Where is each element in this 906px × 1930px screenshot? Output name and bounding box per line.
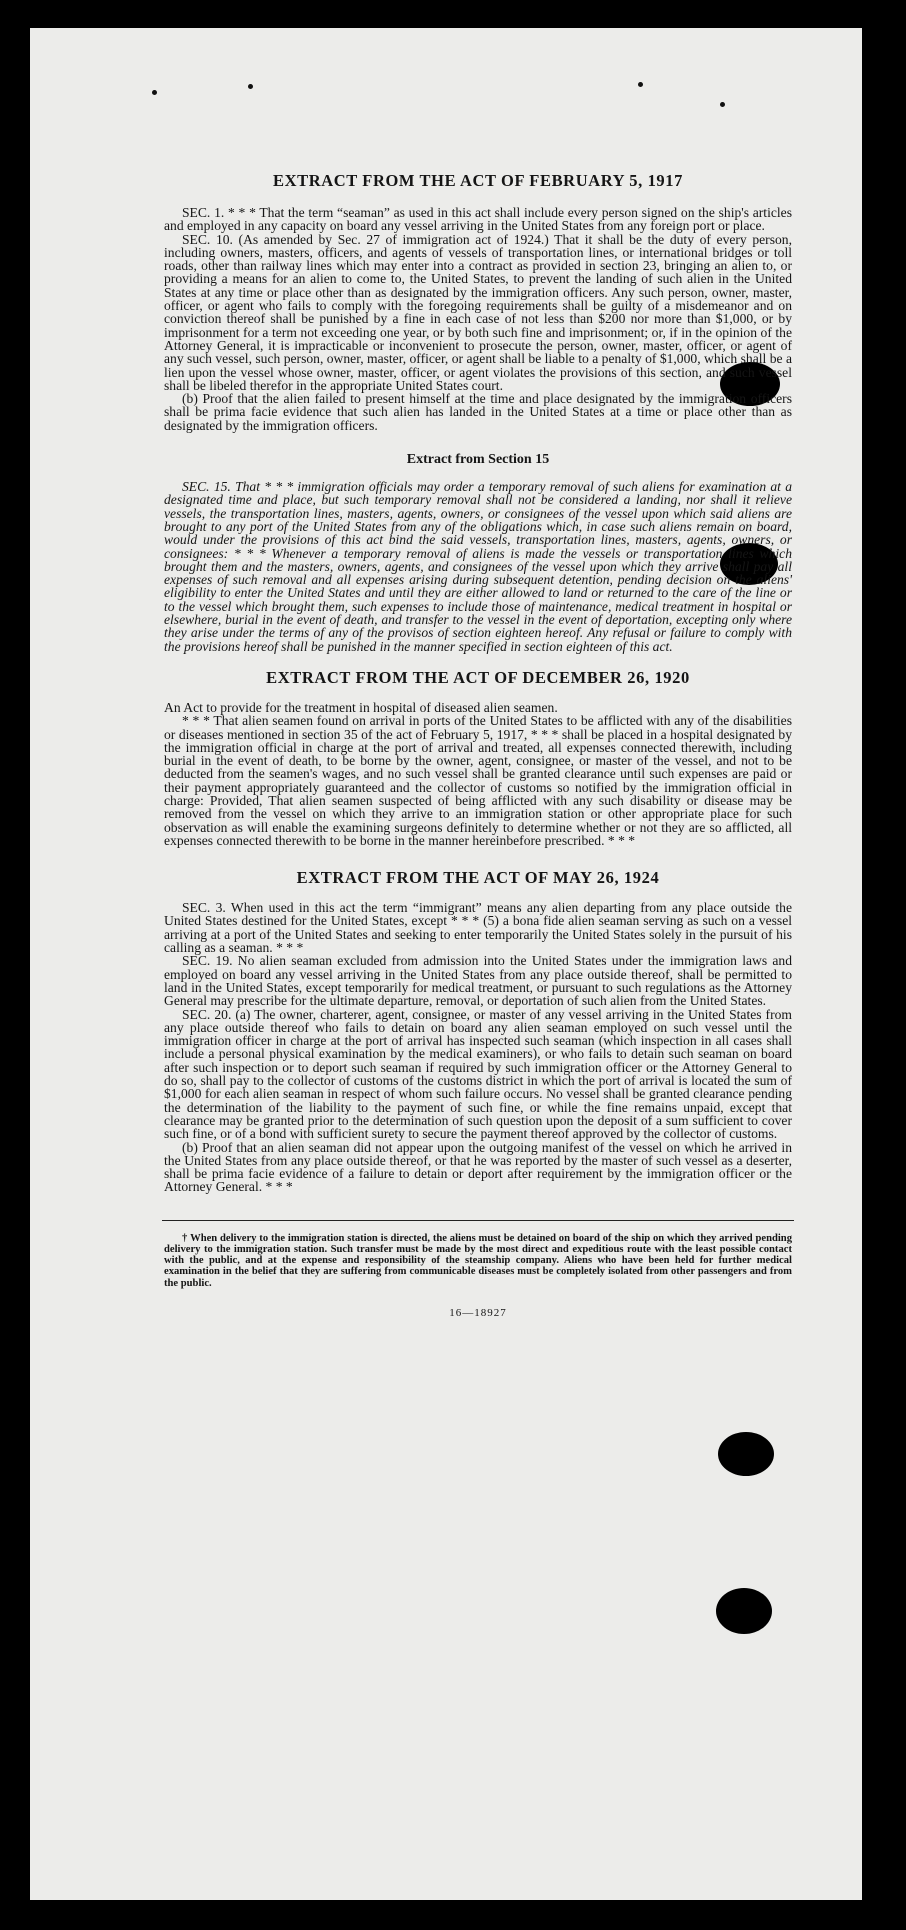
paragraph-sec-3: SEC. 3. When used in this act the term “immigrant” means any alien departing from any place outside the United States destined for the United States, except * * * (5) a bona fide alien seaman serving as such on a vessel arriving at a port of the United States and seeking to enter temporarily the United States solely in the pursuit of his calling as a seaman. * * * — [164, 900, 792, 956]
ink-blot — [716, 1588, 772, 1634]
paragraph-sec-20b: (b) Proof that an alien seaman did not appear upon the outgoing manifest of the vessel on which he arrived in the United States from any place outside thereof, or that he was reported by the master of such vessel as a deserter, shall be prima facie evidence of a failure to detain or deport after requirement by the immigration officer or the Attorney General. * * * — [164, 1139, 792, 1195]
heading-act-1924: EXTRACT FROM THE ACT OF MAY 26, 1924 — [296, 868, 660, 888]
heading-act-1917: EXTRACT FROM THE ACT OF FEBRUARY 5, 1917 — [273, 171, 683, 190]
punch-hole-mark — [152, 90, 157, 95]
punch-hole-mark — [720, 102, 725, 107]
paragraph-sec-10b: (b) Proof that the alien failed to present himself at the time and place designated by the immigration officers shall be prima facie evidence that such alien has landed in the United States at a time or place other than as designated by the immigration officers. — [164, 391, 792, 433]
heading-section-15: Extract from Section 15 — [406, 452, 550, 468]
ink-blot — [718, 1432, 774, 1476]
document-page — [30, 28, 862, 1900]
paragraph-act-1920: * * * That alien seamen found on arrival in ports of the United States to be afflicted with any of the disabilities or diseases mentioned in section 35 of the act of February 5, 1917, * * * shall be placed in a hospital designated by the immigration official in charge at the port of arrival and treated, all expenses connected therewith, including burial in the event of death, to be borne by the owner, agent, consignee, or master of the vessel, and not to be deducted from the seamen's wages, and no such vessel shall be granted clearance until such expenses are paid or their payment appropriately guaranteed and the collector of customs so notified by the immigration official in charge: Provided, That alien seamen suspected of being afflicted with any such disability or disease may be removed from the vessel on which they arrive to an immigration station or other appropriate place for such observation as will enable the examining surgeons definitely to determine whether or not they are so afflicted, all expenses connected therewith to be borne in the manner hereinbefore prescribed. * * * — [164, 713, 792, 848]
paragraph-sec-20a: SEC. 20. (a) The owner, charterer, agent, consignee, or master of any vessel arriving in the United States from any place outside thereof who fails to detain on board any alien seaman employed on such vessel until the immigration officer in charge at the port of arrival has inspected such seaman (which inspection in all cases shall include a personal physical examination by the medical examiners), or who fails to detain such seaman on board after such inspection or to deport such seaman if required by such immigration officer or the Attorney General to do so, shall pay to the collector of customs of the customs district in which the port of arrival is located the sum of $1,000 for each alien seaman in respect of whom such failure occurs. No vessel shall be granted clearance pending the determination of the liability to the payment of such fine, or while the fine remains unpaid, except that clearance may be granted prior to the determination of such question upon the deposit of a sum sufficient to cover such fine, or of a bond with sufficient surety to secure the payment thereof approved by the collector of customs. — [164, 1006, 792, 1142]
paragraph-sec-19: SEC. 19. No alien seaman excluded from admission into the United States under the immigration laws and employed on board any vessel arriving in the United States from any place outside thereof, shall be permitted to land in the United States, except temporarily for medical treatment, or pursuant to such regulations as the Attorney General may prescribe for the ultimate departure, removal, or deportation of such alien from the United States. — [164, 953, 792, 1009]
paragraph-sec-1: SEC. 1. * * * That the term “seaman” as used in this act shall include every person signed on the ship's articles and employed in any capacity on board any vessel arriving in the United States from any foreign port or place. — [164, 205, 792, 234]
document-body — [164, 172, 792, 1320]
page-number: 16—18927 — [449, 1306, 507, 1319]
punch-hole-mark — [638, 82, 643, 87]
paragraph-sec-10: SEC. 10. (As amended by Sec. 27 of immigration act of 1924.) That it shall be the duty of every person, including owners, masters, officers, and agents of vessels of transportation lines, or international bridges or toll roads, other than railway lines which may enter into a contract as provided in section 23, bringing an alien to, or providing a means for an alien to come to, the United States, to prevent the landing of such alien in the United States at any time or place other than as designated by the immigration officers. Any such person, owner, master, officer, or agent who fails to comply with the foregoing requirements shall be guilty of a misdemeanor and on conviction thereof shall be punished by a fine in each case of not less than $200 nor more than $1,000, or by imprisonment for a term not exceeding one year, or by both such fine and imprisonment; or, if in the opinion of the Attorney General, it is impracticable or inconvenient to prosecute the person, owner, master, officer, or agent of any such vessel, such person, owner, master, officer, or agent shall be liable to a penalty of $1,000, which shall be a lien upon the vessel whose owner, master, officer, or agent violates the provisions of this section, and such vessel shall be libeled therefor in the appropriate United States court. — [164, 231, 792, 393]
footnote: † When delivery to the immigration station is directed, the aliens must be detained on board of the ship on which they arrived pending delivery to the immigration station. Such transfer must be made by the most direct and expeditious route with the least possible contact with the public, and at the expense and responsibility of the steamship company. Aliens who have been held for further medical examination in the belief that they are suffering from communicable diseases must be completely isolated from other passengers and from the public. — [164, 1232, 792, 1289]
paragraph-act-1920-intro: An Act to provide for the treatment in hospital of diseased alien seamen. — [164, 699, 558, 715]
footnote-divider — [162, 1220, 794, 1221]
punch-hole-mark — [248, 84, 253, 89]
paragraph-sec-15: SEC. 15. That * * * immigration officials may order a temporary removal of such aliens for examination at a designated time and place, but such temporary removal shall not be considered a landing, nor shall it relieve vessels, the transportation lines, masters, agents, owners, or consignees of the vessel upon which said aliens are brought to any port of the United States from any of the obligations which, in case such aliens remain on board, would under the provisions of this act bind the said vessels, transportation lines, masters, agents, owners, or consignees: * * * Whenever a temporary removal of aliens is made the vessels or transportation lines which brought them and the masters, owners, agents, and consignees of the vessel upon which they arrive shall pay all expenses of such removal and all expenses arising during subsequent detention, pending decision on the aliens' eligibility to enter the United States and until they are either allowed to land or returned to the care of the line or to the vessel which brought them, such expenses to include those of maintenance, medical treatment in hospital or elsewhere, burial in the event of death, and transfer to the vessel in the event of deportation, excepting only where they arise under the terms of any of the provisos of section eighteen hereof. Any refusal or failure to comply with the provisions hereof shall be punished in the manner specified in section eighteen of this act. — [164, 479, 792, 654]
heading-act-1920: EXTRACT FROM THE ACT OF DECEMBER 26, 1920 — [266, 667, 690, 687]
